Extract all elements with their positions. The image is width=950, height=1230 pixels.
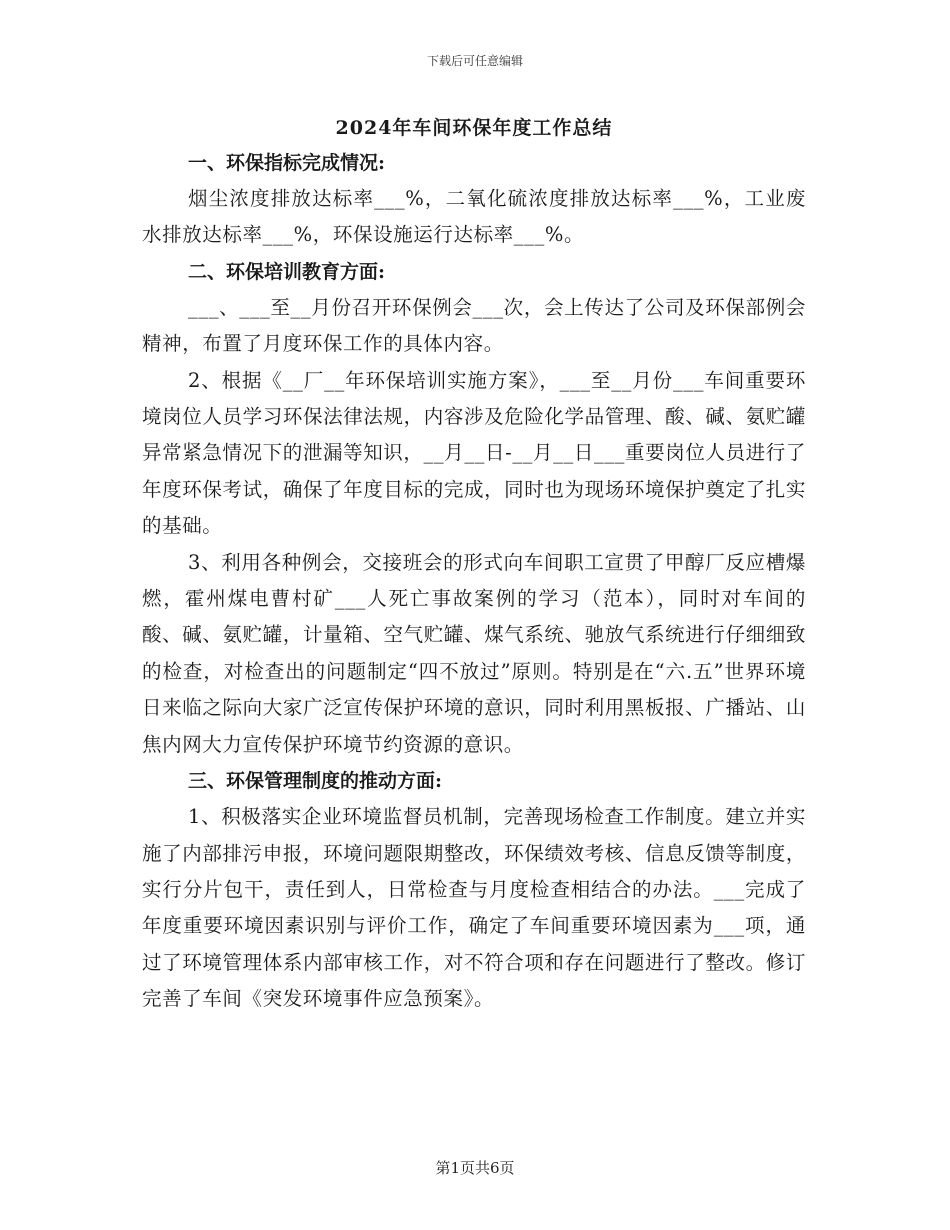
document-title: 2024年车间环保年度工作总结 — [335, 117, 613, 139]
paragraph: ___、___至__月份召开环保例会___次，会上传达了公司及环保部例会精神，布置了月度环保工作的具体内容。 — [142, 295, 806, 356]
section-heading-2: 二、环保培训教育方面: — [188, 260, 386, 283]
document-body — [142, 113, 806, 1018]
paragraph: 烟尘浓度排放达标率___%，二氧化硫浓度排放达标率___%，工业废水排放达标率___%，环保设施运行达标率___%。 — [142, 187, 806, 247]
paragraph: 2、根据《__厂__年环保培训实施方案》，___至__月份___车间重要环境岗位人员学习环保法律法规，内容涉及危险化学品管理、酸、碱、氨贮罐异常紧急情况下的泄漏等知识，__月__日-__月__日___重要岗位人员进行了年度环保考试，确保了年度目标的完成，同时也为现场环境保护奠定了扎实的基础。 — [142, 368, 806, 538]
paragraph: 1、积极落实企业环境监督员机制，完善现场检查工作制度。建立并实施了内部排污申报，环境问题限期整改，环保绩效考核、信息反馈等制度，实行分片包干，责任到人，日常检查与月度检查相结合的办法。___完成了年度重要环境因素识别与评价工作，确定了车间重要环境因素为___项，通过了环境管理体系内部审核工作，对不符合项和存在问题进行了整改。修订完善了车间《突发环境事件应急预案》。 — [142, 805, 806, 1011]
header-note: 下载后可任意编辑 — [426, 54, 523, 68]
section-heading-1: 一、环保指标完成情况: — [188, 152, 386, 174]
page-footer: 第1页共6页 — [435, 1159, 515, 1177]
section-heading-3: 三、环保管理制度的推动方面: — [188, 770, 443, 793]
paragraph: 3、利用各种例会，交接班会的形式向车间职工宣贯了甲醇厂反应槽爆燃，霍州煤电曹村矿___人死亡事故案例的学习（范本），同时对车间的酸、碱、氨贮罐，计量箱、空气贮罐、煤气系统、驰放气系统进行仔细细致的检查，对检查出的问题制定“四不放过”原则。特别是在“六.五”世界环境日来临之际向大家广泛宣传保护环境的意识，同时利用黑板报、广播站、山焦内网大力宣传保护环境节约资源的意识。 — [142, 550, 806, 756]
